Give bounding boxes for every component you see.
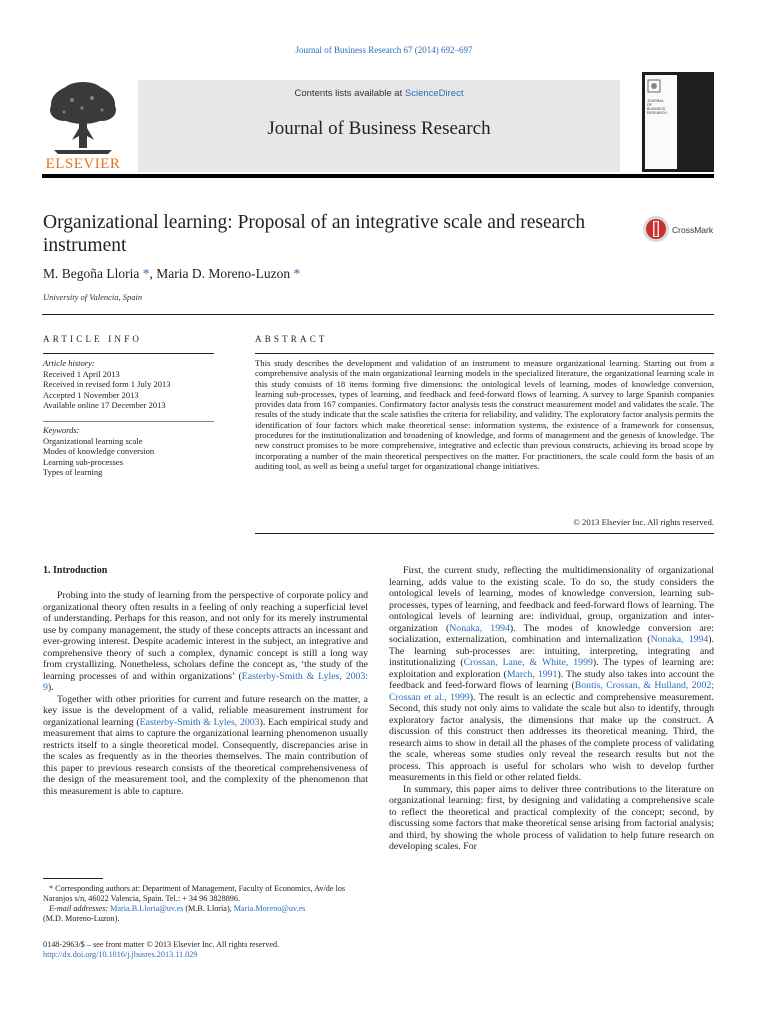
text-run: Probing into the study of learning from the perspective of corporate policy and organizational theory often results in a feeling of only reaching a superficial level of understanding. Perhaps for this reason, and not only for its merely instrumental use by company management, the study of these concepts attracts an incessant and ever-growing interest. Despite academic interest in the subject, an integrative and comprehensive theory of such a complex, dynamic concept is still a long way from crystallizing. Nonetheless, scholars define the concept as, ‘the study of the learning processes of and within organizations’ ( [43,590,368,682]
article-history [43,358,218,411]
footnote-address: * Corresponding authors at: Department of Management, Faculty of Economics, Av/de los Naranjos s/n, 46022 Valencia, Spain. Tel.: + 34 96 3828896. [43,884,346,903]
cover-page [645,75,677,169]
body-paragraph [43,694,368,798]
history-label: Article history: [43,358,95,368]
history-item: Received 1 April 2013 [43,368,120,379]
body-paragraph [389,565,714,784]
abstract-text: This study describes the development and validation of an instrument to measure organizational learning. Starting out from a comprehensive analysis of the main organizational learning models in the specialized literature, the organizational learning scale in this study consists of 18 items forming five dimensions: the ontological levels of learning, modes of knowledge conversion, learning sub-processes, types of learning, and feedback and feed-forward flows of learning. A survey to large Spanish companies provides data from 167 companies. Confirmatory factor analysis tests the construct measurement model and validates the scale. The results of the study indicate that the scale satisfies the criteria for reliability, and validity. The exploratory factor analysis permits the identification of four factors which make theoretical sense: information systems, the existence of a framework for consensus, procedures for the institutionalization and broadening of knowledge, and forms of management and the genesis of knowledge. The new construct promises to be more comprehensive, integrative and eclectic than previous constructs, achieving its broad scope by incorporating a number of the main theoretical perspectives on the matter. For practitioners, the scale could form the basis of an auditing tool, as well as being a useful target for organizational change initiatives. [255,358,715,471]
author-separator: , [149,266,157,281]
history-item: Available online 17 December 2013 [43,400,166,411]
text-run: ). The learning sub-processes are: intuiting, interpreting, integrating and institutionalizing ( [389,634,715,668]
corresponding-author-footnote [43,884,371,924]
article-info-rule [43,353,214,354]
text-run: ). The types of learning are: exploitation and exploration ( [389,657,714,680]
keywords-label: Keywords: [43,425,80,435]
keyword-item: Organizational learning scale [43,435,143,446]
email-link[interactable]: Maria.Moreno@uv.es [233,904,306,913]
email-label: E-mail addresses: [49,904,111,913]
footnote-rule [43,878,103,879]
crossmark-label: CrossMark [672,225,714,235]
citation-link[interactable]: Easterby-Smith & Lyles, 2003 [139,716,260,728]
title-block-rule [42,314,714,315]
abstract-end-rule [255,533,714,534]
journal-title[interactable]: Journal of Business Research [267,118,491,139]
cover-line: OF [647,103,652,107]
email-owner: (M.B. Lloria), [183,904,234,913]
citation-link[interactable]: Nonaka, 1994 [449,622,510,634]
cover-line: BUSINESS [647,107,666,111]
keywords [43,425,218,478]
abstract-rule [255,353,714,354]
author-name: M. Begoña Lloria [43,266,140,281]
author-footnote-marker[interactable]: * [142,266,150,281]
citation-link[interactable]: Nonaka, 1994 [650,634,709,645]
author-list [43,266,300,282]
keyword-item: Types of learning [43,467,103,478]
issn-line: 0148-2963/$ – see front matter © 2013 Elsevier Inc. All rights reserved. [43,940,280,949]
author-name: Maria D. Moreno-Luzon [156,266,291,281]
text-run: ). The study also takes into account the feedback and feed-forward flows of learning ( [389,668,714,691]
author-affiliation: University of Valencia, Spain [43,292,143,302]
sciencedirect-link[interactable]: ScienceDirect [404,88,464,99]
contents-prefix: Contents lists available at [294,88,405,99]
citation-link[interactable]: March, 1991 [506,668,558,680]
text-run: ). [47,682,54,693]
history-item: Received in revised form 1 July 2013 [43,379,171,390]
page-footer [43,940,403,960]
text-run: Together with other priorities for current and future research on the matter, a key issue is the development of a valid, reliable measurement instrument for organizational learning ( [43,693,368,728]
elsevier-tree-icon [42,80,124,156]
citation-link[interactable]: Easterby-Smith & Lyles, 2003: 9 [43,670,369,693]
doi-link[interactable]: http://dx.doi.org/10.1016/j.jbusres.2013.11.029 [43,950,198,959]
crossmark-badge[interactable] [642,215,732,245]
cover-emblem-icon [647,79,661,93]
contents-availability [138,88,620,99]
masthead-rule [42,174,714,178]
body-right-column [389,565,714,853]
text-run: ). The modes of knowledge conversion are: socialization, externalization, combination and internalization ( [389,622,714,645]
elsevier-logo[interactable] [42,80,124,172]
author-footnote-marker[interactable]: * [293,266,301,281]
keywords-rule [43,421,214,422]
cover-line: RESEARCH [647,111,667,115]
journal-banner [138,80,620,172]
history-item: Accepted 1 November 2013 [43,389,139,400]
body-paragraph: In summary, this paper aims to deliver three contributions to the literature on organizational learning: first, by designing and validating a comprehensive scale to reflect the theoretical and practical complexity of the concept; second, by discussing some factors that make theoretical sense arising from factorial analysis; and third, by showing the whole process of validation to help future research on developing scales. For [389,783,714,852]
elsevier-wordmark: ELSEVIER [45,156,121,172]
cover-line: JOURNAL [647,99,664,103]
article-info-heading: ARTICLE INFO [43,334,143,344]
body-left-column [43,590,368,797]
journal-cover-thumbnail[interactable] [642,72,714,172]
journal-citation[interactable]: Journal of Business Research 67 (2014) 692–697 [295,45,473,55]
section-heading: 1. Introduction [43,565,108,576]
footnote-emails [43,904,371,914]
text-run: ). The result is an eclectic and comprehensive measurement. Second, this study not only aims to validate the scale but also to identify, through exploratory factor analysis, the dimensions that make up the construct. A discussion of this construct then addresses its theoretical meaning. Third, the research aims to show in detail all the phases of the complete process of validating the scale, whereas some studies only reveal the research results but not the process. This approach is useful for scholars who wish to develop further measurements in this field or other related fields. [389,691,714,783]
keyword-item: Learning sub-processes [43,456,124,467]
email-owner: (M.D. Moreno-Luzon). [43,914,120,923]
crossmark-icon [642,215,670,243]
text-run: ). Each empirical study and measurement that aims to capture the organizational learning phenomenon usually restricts itself to a single theoretical model. Consequently, discrepancies arise in the scales as frequently as in the theories themselves. The main contribution of this paper to previous research consists of the theoretical comprehensiveness of the design of the measurement tool, and the complexity of the phenomenon that this measurement is able to capture. [43,716,369,797]
article-title: Organizational learning: Proposal of an integrative scale and research instrument [43,212,586,256]
citation-link[interactable]: Crossan, Lane, & White, 1999 [463,657,593,668]
abstract-heading: ABSTRACT [255,334,328,344]
keyword-item: Modes of knowledge conversion [43,446,155,457]
abstract-copyright: © 2013 Elsevier Inc. All rights reserved. [573,517,714,527]
text-run: First, the current study, reflecting the multidimensionality of organizational learning, adds value to the existing scale. To do so, the study considers the ontological levels of learning, modes of knowledge conversion, learning sub-processes, types of learning, and feedback and feed-forward flows of learning. The ontological levels of learning are: individual, group, organization and inter-organization ( [389,565,714,634]
masthead [42,72,714,172]
citation-link[interactable]: Bontis, Crossan, & Hulland, 2002; Crossan et al., 1999 [389,680,714,703]
email-link[interactable]: Maria.B.Lloria@uv.es [110,904,184,913]
body-paragraph [43,590,368,694]
